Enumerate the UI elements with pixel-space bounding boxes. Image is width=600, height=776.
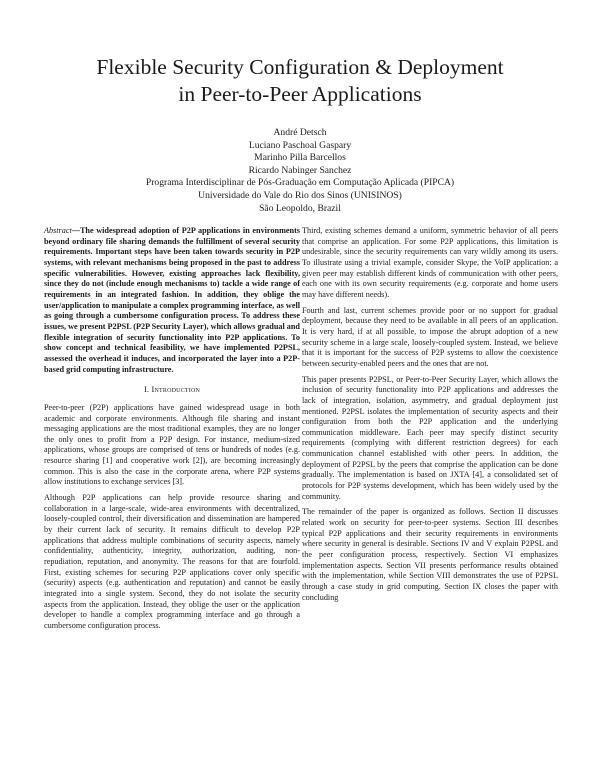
section-numeral: I. xyxy=(143,385,152,395)
title-line-1: Flexible Security Configuration & Deployment xyxy=(96,55,504,79)
author-name: Ricardo Nabinger Sanchez xyxy=(248,164,352,176)
author-block xyxy=(40,127,560,215)
affiliation-line: Universidade do Vale do Rio dos Sinos (UNISINOS) xyxy=(198,189,402,201)
body-paragraph: Peer-to-peer (P2P) applications have gained widespread usage in both academic and corporate environments. Although file sharing and instant messaging applications are the most traditional examples, they are no longer the only ones to profit from a P2P design. For instance, medium-sized applications, whose groups are comprised of tens or hundreds of nodes (e.g. resource sharing [1] and cooperative work [2]), are becoming increasingly common. This is also the case in the corporate arena, where P2P systems allow institutions to exchange services [3]. xyxy=(44,402,300,487)
abstract xyxy=(44,226,300,375)
section-heading xyxy=(44,385,300,396)
author-name: Luciano Paschoal Gaspary xyxy=(248,139,352,151)
body-paragraph: Third, existing schemes demand a uniform, symmetric behavior of all peers that comprise an application. For some P2P applications, this limitation is undesirable, since the security requirements can vary wildly among its users. To illustrate using a trivial example, consider Skype, the VoIP application: a given peer may establish different kinds of communication with other peers, each one with its own security requirements (e.g. corporate and home users may have different needs). xyxy=(302,226,558,299)
body-paragraph: This paper presents P2PSL, or Peer-to-Peer Security Layer, which allows the inclusion of security functionality into P2P applications and addresses the lack of integration, isolation, asymmetry, and gradual deployment just mentioned. P2PSL isolates the implementation of security aspects and their configuration from both the P2P application and the underlying communication middleware. Each peer may specify distinct security requirements (complying with different restriction degrees) for each communication channel established with other peers. In addition, the deployment of P2PSL by the peers that comprise the application can be done gradually. The implementation is based on JXTA [4], a consolidated set of protocols for P2P systems development, which has been widely used by the community. xyxy=(302,374,558,501)
paper-title xyxy=(40,54,560,108)
body-paragraph: Fourth and last, current schemes provide poor or no support for gradual deployment, because they need to be available in all peers of an application. It is very hard, if at all possible, to impose the abrupt adoption of a new security scheme in a large scale, loosely-coupled system. Instead, we believe that it is important for the success of P2P systems to allow the coexistence between security-enabled peers and the ones that are not. xyxy=(302,305,558,368)
body-paragraph: Although P2P applications can help provide resource sharing and collaboration in a large-scale, wide-area environments with decentralized, loosely-coupled control, their diversification and dissemination are hampered by their current lack of security. It remains difficult to develop P2P applications that address multiple combinations of security aspects, namely confidentiality, authenticity, integrity, authorization, auditing, non-repudiation, reputation, and anonymity. The reasons for that are fourfold. First, existing schemes for securing P2P applications cover only specific (security) aspects (e.g. authentication and reputation) and cannot be easily integrated into a single system. Second, they do not isolate the security aspects from the application. Instead, they oblige the user or the application developer to handle a complex programming interface and go through a cumbersome configuration process. xyxy=(44,493,300,630)
affiliation-line: São Leopoldo, Brazil xyxy=(259,202,341,214)
author-name: André Detsch xyxy=(273,127,327,138)
affiliation-line: Programa Interdisciplinar de Pós-Graduação em Computação Aplicada (PIPCA) xyxy=(145,177,455,189)
title-line-2: in Peer-to-Peer Applications xyxy=(178,82,422,106)
abstract-label: Abstract xyxy=(44,226,72,235)
abstract-text: The widespread adoption of P2P applications in environments beyond ordinary file sharing demands the fulfillment of several security requirements. Important steps have been taken towards security in P2P systems, with relevant mechanisms being proposed in the past to address specific vulnerabilities. However, existing approaches lack flexibility, since they do not (include enough mechanisms to) tackle a wide range of requirements in an integrated fashion. In addition, they oblige the user/application to manipulate a complex programming interface, as well as going through a cumbersome configuration process. To address these issues, we present P2PSL (P2P Security Layer), which allows gradual and flexible integration of security functionality into P2P applications. To show concept and technical feasibility, we have implemented P2PSL, assessed the overhead it induces, and incorporated the layer into a P2P-based grid computing infrastructure. xyxy=(44,226,300,374)
left-column xyxy=(44,226,300,637)
abstract-dash: — xyxy=(71,226,80,235)
author-name: Marinho Pilla Barcellos xyxy=(254,152,346,164)
right-column xyxy=(302,226,558,608)
section-heading-text: Introduction xyxy=(151,385,201,395)
body-paragraph: The remainder of the paper is organized as follows. Section II discusses related work on security for peer-to-peer systems. Section III describes typical P2P applications and their security requirements in environments where security in general is desirable. Sections IV and V explain P2PSL and the peer configuration process, respectively. Section VI emphasizes implementation aspects. Section VII presents performance results obtained with the implementation, while Section VIII demonstrates the use of P2PSL through a case study in grid computing. Section IX closes the paper with concluding xyxy=(302,507,558,602)
